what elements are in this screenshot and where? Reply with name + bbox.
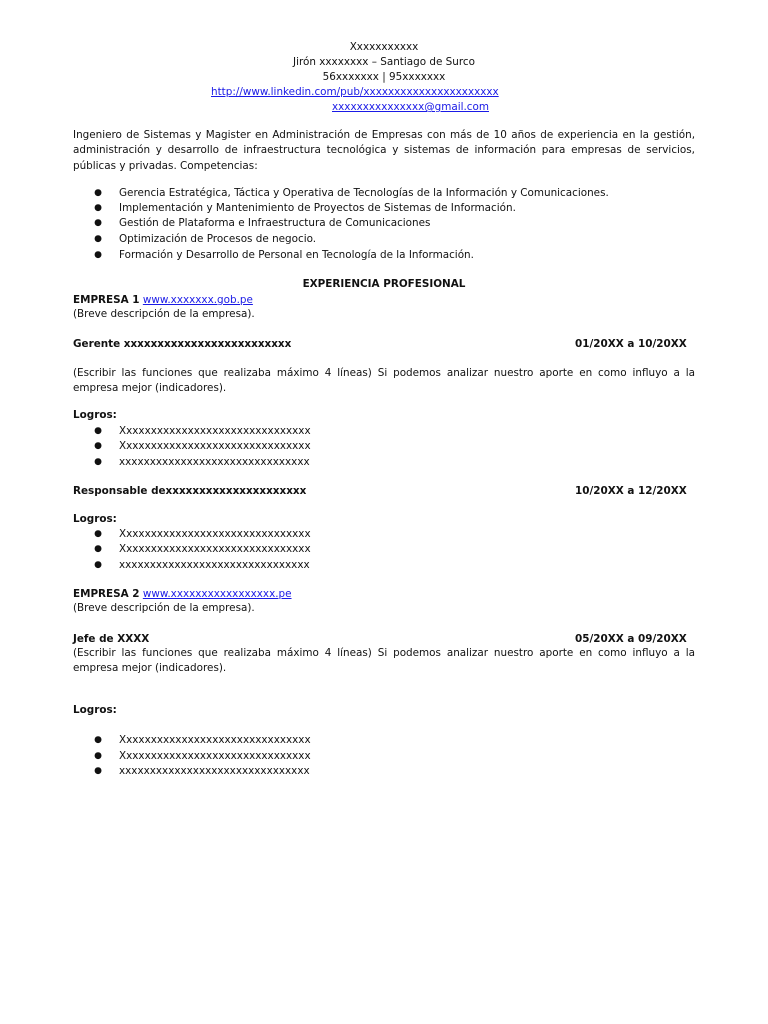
- competency-item: Gerencia Estratégica, Táctica y Operativa de Tecnologías de la Información y Comunicaciones.: [119, 187, 609, 199]
- company-1-link[interactable]: www.xxxxxxx.gob.pe: [142, 294, 253, 306]
- company-2-heading: [73, 587, 292, 602]
- logro-item: xxxxxxxxxxxxxxxxxxxxxxxxxxxxxxx: [119, 765, 310, 777]
- bullet: ●: [94, 426, 102, 436]
- logro-item: Xxxxxxxxxxxxxxxxxxxxxxxxxxxxxxx: [119, 543, 311, 555]
- job-title: Responsable dexxxxxxxxxxxxxxxxxxxxx: [73, 485, 307, 497]
- bullet: ●: [94, 188, 102, 198]
- email-link[interactable]: xxxxxxxxxxxxxxx@gmail.com: [332, 101, 489, 113]
- logro-item: xxxxxxxxxxxxxxxxxxxxxxxxxxxxxxx: [119, 559, 310, 571]
- bullet: ●: [94, 766, 102, 776]
- logro-item: Xxxxxxxxxxxxxxxxxxxxxxxxxxxxxxx: [119, 528, 311, 540]
- company-2-description: (Breve descripción de la empresa).: [73, 602, 255, 614]
- job-functions: (Escribir las funciones que realizaba máximo 4 líneas) Si podemos analizar nuestro aporte en como influyo a la empresa mejor (indicadores).: [73, 647, 695, 675]
- address: Jirón xxxxxxxx – Santiago de Surco: [293, 56, 475, 68]
- bullet: ●: [94, 457, 102, 467]
- bullet: ●: [94, 234, 102, 244]
- company-2-link[interactable]: www.xxxxxxxxxxxxxxxxx.pe: [142, 588, 292, 600]
- job-dates: 01/20XX a 10/20XX: [575, 338, 687, 350]
- company-2-label: EMPRESA 2: [73, 588, 140, 600]
- logro-item: Xxxxxxxxxxxxxxxxxxxxxxxxxxxxxxx: [119, 440, 311, 452]
- phones: 56xxxxxxx | 95xxxxxxx: [322, 71, 446, 83]
- bullet: ●: [94, 529, 102, 539]
- profile-summary: Ingeniero de Sistemas y Magister en Administración de Empresas con más de 10 años de experiencia en la gestión, administración y desarrollo de infraestructura tecnológica y sistemas de información para empresas de servicios, públicas y privadas. Competencias:: [73, 129, 695, 172]
- logro-item: Xxxxxxxxxxxxxxxxxxxxxxxxxxxxxxx: [119, 425, 311, 437]
- company-1-description: (Breve descripción de la empresa).: [73, 308, 255, 320]
- candidate-name: Xxxxxxxxxxx: [349, 41, 419, 53]
- company-1-label: EMPRESA 1: [73, 294, 140, 306]
- logros-label: Logros:: [73, 409, 117, 421]
- job-dates: 10/20XX a 12/20XX: [575, 485, 687, 497]
- competency-item: Implementación y Mantenimiento de Proyectos de Sistemas de Información.: [119, 202, 516, 214]
- bullet: ●: [94, 441, 102, 451]
- linkedin-link[interactable]: http://www.linkedin.com/pub/xxxxxxxxxxxxxxxxxxxxxx: [211, 86, 499, 98]
- bullet: ●: [94, 560, 102, 570]
- company-1-heading: [73, 293, 253, 308]
- job-functions: (Escribir las funciones que realizaba máximo 4 líneas) Si podemos analizar nuestro aporte en como influyo a la empresa mejor (indicadores).: [73, 367, 695, 395]
- bullet: ●: [94, 751, 102, 761]
- logro-item: xxxxxxxxxxxxxxxxxxxxxxxxxxxxxxx: [119, 456, 310, 468]
- job-title: Gerente xxxxxxxxxxxxxxxxxxxxxxxxx: [73, 338, 292, 350]
- competency-item: Optimización de Procesos de negocio.: [119, 233, 317, 245]
- logro-item: Xxxxxxxxxxxxxxxxxxxxxxxxxxxxxxx: [119, 750, 311, 762]
- job-title: Jefe de XXXX: [73, 633, 150, 645]
- bullet: ●: [94, 735, 102, 745]
- logro-item: Xxxxxxxxxxxxxxxxxxxxxxxxxxxxxxx: [119, 734, 311, 746]
- bullet: ●: [94, 203, 102, 213]
- bullet: ●: [94, 218, 102, 228]
- competency-item: Gestión de Plataforma e Infraestructura de Comunicaciones: [119, 217, 431, 229]
- logros-label: Logros:: [73, 704, 117, 716]
- section-title-experience: EXPERIENCIA PROFESIONAL: [302, 278, 466, 290]
- bullet: ●: [94, 544, 102, 554]
- job-dates: 05/20XX a 09/20XX: [575, 633, 687, 645]
- bullet: ●: [94, 250, 102, 260]
- logros-label: Logros:: [73, 513, 117, 525]
- competency-item: Formación y Desarrollo de Personal en Tecnología de la Información.: [119, 249, 474, 261]
